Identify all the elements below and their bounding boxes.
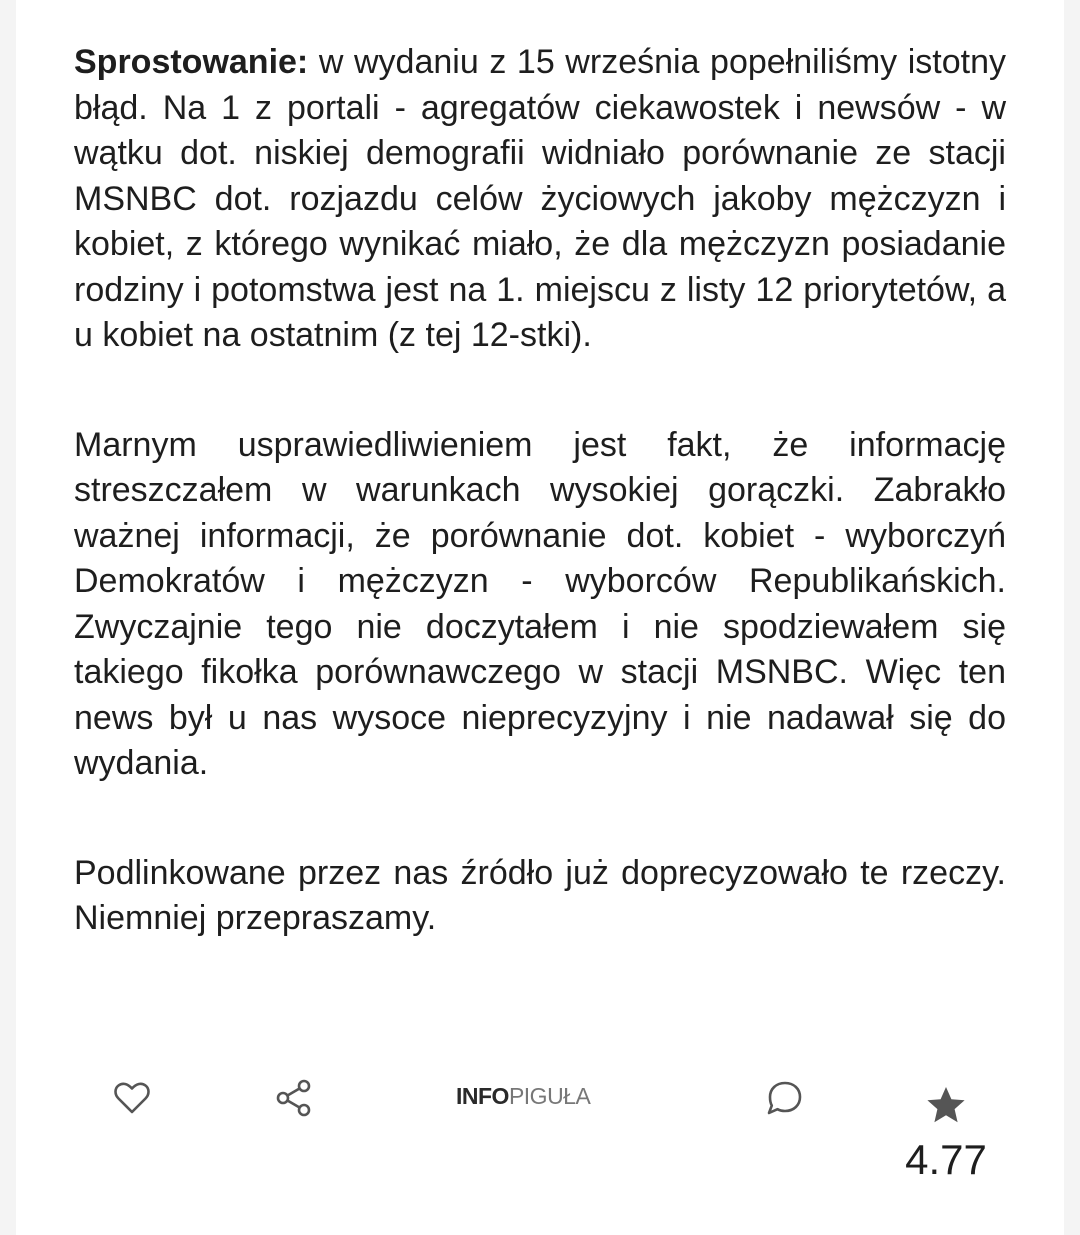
article-body (74, 40, 1006, 1006)
paragraph-1 (74, 40, 1006, 359)
paragraph-3: Podlinkowane przez nas źródło już doprecyzowało te rzeczy. Niemniej przepraszamy. (74, 853, 1006, 937)
logo-light-part: PIGUŁA (508, 1082, 591, 1109)
lead-label: Sprostowanie: (74, 43, 309, 81)
rating[interactable] (896, 1078, 996, 1188)
comment-button[interactable] (764, 1078, 804, 1118)
share-icon (274, 1078, 314, 1118)
heart-icon (112, 1078, 152, 1118)
action-bar (16, 1070, 1064, 1210)
infopigula-logo (456, 1080, 616, 1112)
paragraph-1-text: w wydaniu z 15 września popełniliśmy istotny błąd. Na 1 z portali - agregatów ciekawostek i newsów - w wątku dot. niskiej demografii widniało porównanie ze stacji MSNBC dot. rozjazdu celów życiowych jakoby mężczyzn i kobiet, z którego wynikać miało, że dla mężczyzn posiadanie rodziny i potomstwa jest na 1. miejscu z listy 12 priorytetów, a u kobiet na ostatnim (z tej 12-stki). (74, 43, 1006, 354)
star-icon (925, 1085, 967, 1125)
speech-bubble-icon (764, 1078, 804, 1118)
rating-value: 4.77 (905, 1136, 987, 1183)
post-card (16, 0, 1064, 1235)
like-button[interactable] (112, 1078, 152, 1118)
paragraph-2: Marnym usprawiedliwieniem jest fakt, że informację streszczałem w warunkach wysokiej gorączki. Zabrakło ważnej informacji, że porównanie dot. kobiet - wyborczyń Demokratów i mężczyzn - wyborców Republikańskich. Zwyczajnie tego nie doczytałem i nie spodziewałem się takiego fikołka porównawczego w stacji MSNBC. Więc ten news był u nas wysoce nieprecyzyjny i nie nadawał się do wydania. (74, 425, 1006, 782)
logo-bold-part: INFO (456, 1082, 509, 1109)
share-button[interactable] (274, 1078, 314, 1118)
